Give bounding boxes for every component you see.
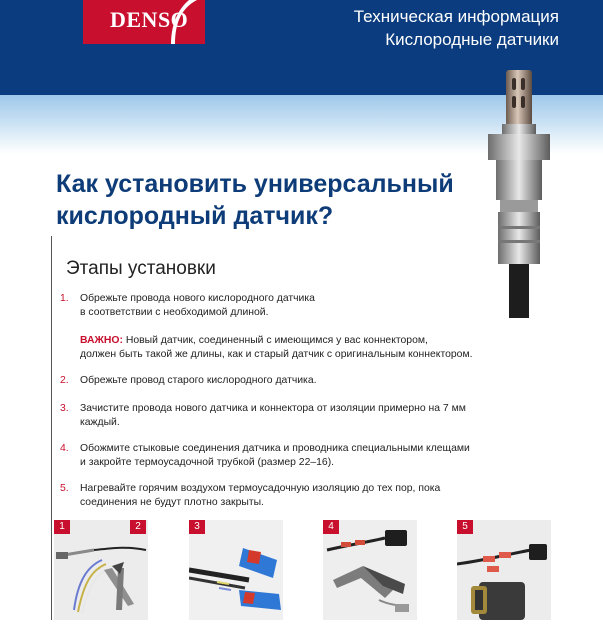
step-item-2: [60, 374, 510, 388]
brand-name: DENSO: [110, 7, 189, 32]
photo-step-1-2: [54, 520, 148, 620]
warning-text-line2: должен быть такой же длины, как и старый датчик с оригинальным коннектором.: [80, 349, 473, 360]
step-item-5: [60, 482, 510, 510]
title-line1: Как установить универсальный: [56, 170, 454, 198]
step-text-line2: в соответствии с необходимой длиной.: [80, 307, 269, 318]
cutting-wires-illustration: [54, 520, 148, 620]
step-number: 2.: [60, 375, 69, 386]
heat-shrink-illustration: [457, 520, 551, 620]
step-number: 3.: [60, 403, 69, 414]
step-item-4: [60, 442, 510, 470]
step-badge: 1: [54, 520, 70, 534]
step-text-line2: и закройте термоусадочной трубкой (размер 22–16).: [80, 457, 335, 468]
warning-text-line1: Новый датчик, соединенный с имеющимся у вас коннектором,: [122, 335, 428, 346]
step-badge: 5: [457, 520, 473, 534]
header-title-line1: Техническая информация: [353, 7, 559, 26]
section-subtitle: Этапы установки: [66, 258, 216, 279]
title-line2: кислородный датчик?: [56, 202, 334, 230]
step-text-line1: Нагревайте горячим воздухом термоусадочную изоляцию до тех пор, пока: [80, 483, 441, 494]
step-badge: 2: [130, 520, 146, 534]
step-text-line1: Обрежьте провод старого кислородного датчика.: [80, 375, 317, 386]
header-title-line2: Кислородные датчики: [385, 30, 559, 49]
oxygen-sensor-image: [484, 68, 554, 318]
warning-label: ВАЖНО:: [80, 335, 123, 346]
photo-step-5: [457, 520, 551, 620]
step-text-line2: каждый.: [80, 417, 120, 428]
step-item-3: [60, 402, 510, 430]
step-text-line2: соединения не будут плотно закрыты.: [80, 497, 264, 508]
crimping-illustration: [323, 520, 417, 620]
photo-step-3: [189, 520, 283, 620]
section-divider-line: [51, 236, 52, 620]
step-number: 4.: [60, 443, 69, 454]
page-title: [56, 168, 486, 232]
photo-step-4: [323, 520, 417, 620]
step-badge: 3: [189, 520, 205, 534]
stripping-wires-illustration: [189, 520, 283, 620]
step-badge: 4: [323, 520, 339, 534]
step-item-1: [60, 292, 510, 320]
step-number: 1.: [60, 293, 69, 304]
step-text-line1: Обрежьте провода нового кислородного датчика: [80, 293, 315, 304]
step-text-line1: Обожмите стыковые соединения датчика и проводника специальными клещами: [80, 443, 470, 454]
warning-note: [80, 334, 520, 362]
step-number: 5.: [60, 483, 69, 494]
step-text-line1: Зачистите провода нового датчика и коннектора от изоляции примерно на 7 мм: [80, 403, 466, 414]
